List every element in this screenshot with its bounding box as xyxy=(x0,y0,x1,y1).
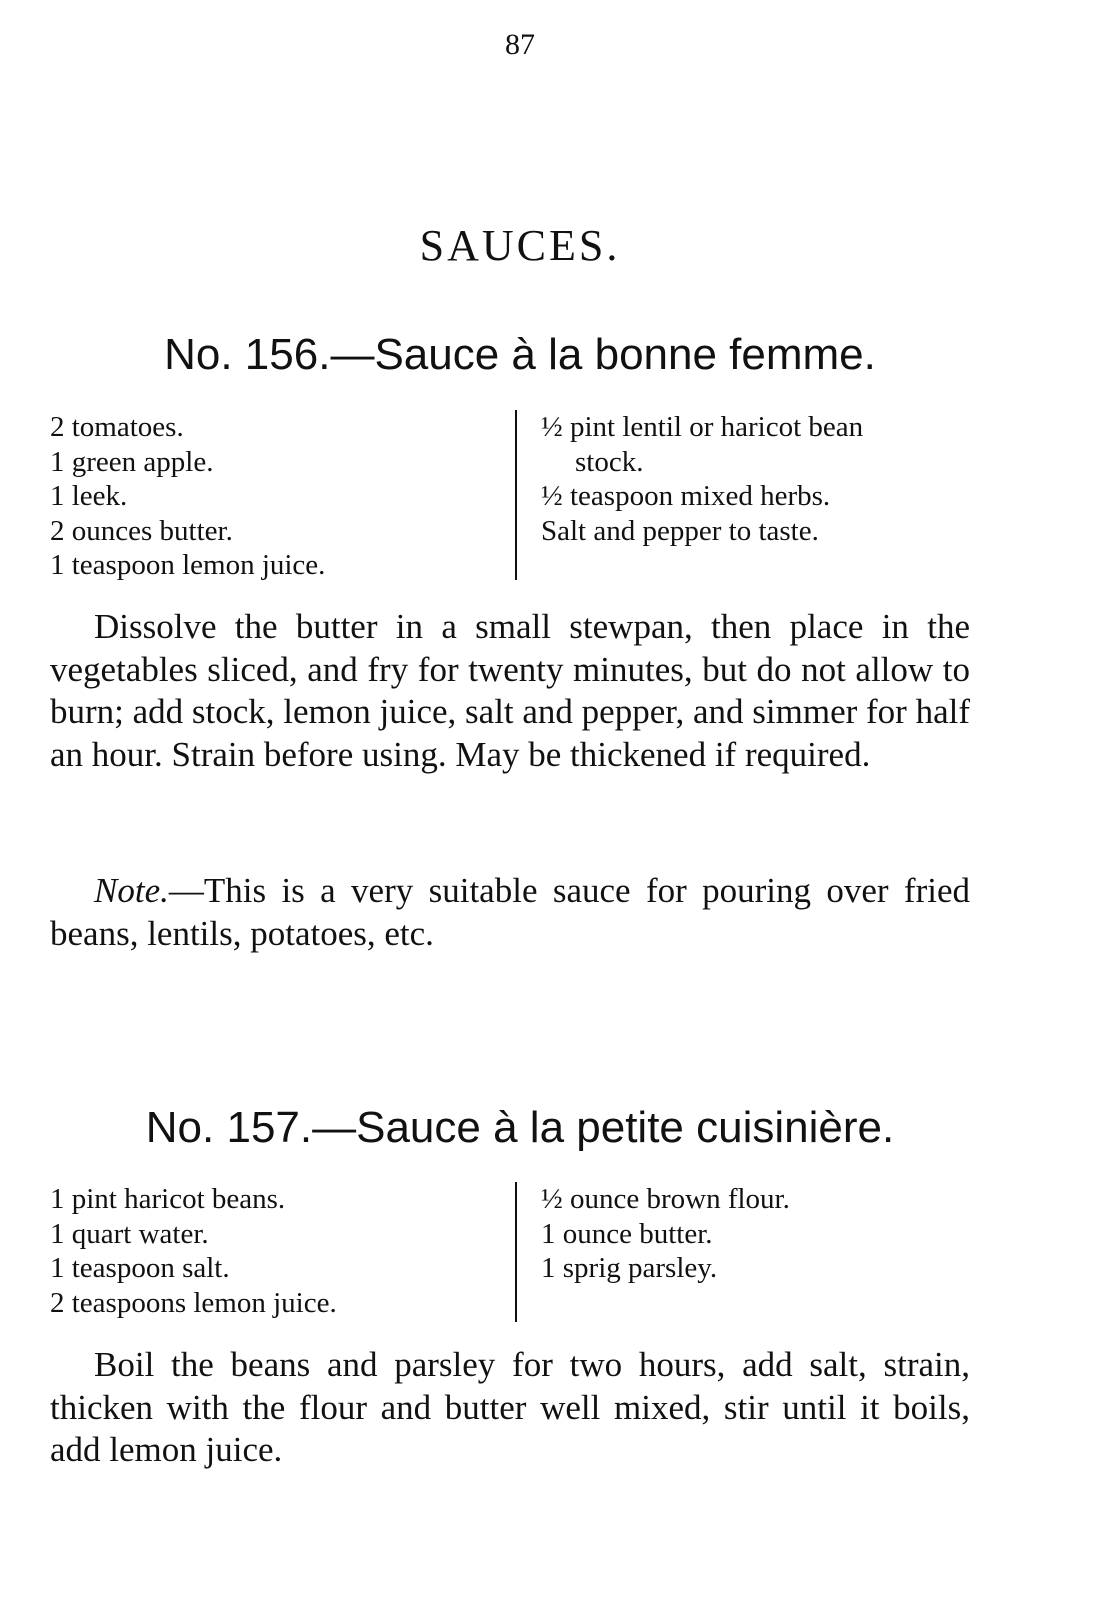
ingredient-item: ½ pint lentil or haricot bean xyxy=(541,411,864,443)
page-number: 87 xyxy=(505,28,535,61)
ingredients-right-column xyxy=(515,1182,990,1322)
ingredient-item: Salt and pepper to taste. xyxy=(541,514,819,547)
recipe-title-156: No. 156.—Sauce à la bonne femme. xyxy=(164,330,876,379)
note-label: Note. xyxy=(94,871,169,910)
ingredients-156 xyxy=(50,410,990,583)
note-paragraph-156 xyxy=(50,870,970,955)
ingredient-item: 1 teaspoon salt. xyxy=(50,1252,230,1284)
ingredient-item: 1 green apple. xyxy=(50,445,214,478)
method-paragraph-156: Dissolve the butter in a small stewpan, then place in the vegetables sliced, and fry for twenty minutes, but do not allow to burn; add stock, lemon juice, salt and pepper, and simmer for half an hour. Strain before using. May be thickened if required. xyxy=(50,607,970,774)
ingredient-item: 1 teaspoon lemon juice. xyxy=(50,549,326,581)
ingredient-item: ½ teaspoon mixed herbs. xyxy=(541,480,831,512)
ingredients-right-column xyxy=(515,410,990,580)
recipe-title-157: No. 157.—Sauce à la petite cuisinière. xyxy=(145,1103,895,1152)
ingredients-left-column xyxy=(50,1182,515,1322)
ingredient-item: 1 ounce butter. xyxy=(541,1217,713,1250)
ingredient-item: 2 teaspoons lemon juice. xyxy=(50,1286,337,1319)
method-paragraph-157: Boil the beans and parsley for two hours, add salt, strain, thicken with the flour and butter well mixed, stir until it boils, add lemon juice. xyxy=(50,1345,970,1469)
note-text: —This is a very suitable sauce for pouring over fried beans, lentils, potatoes, etc. xyxy=(50,871,970,953)
ingredient-item: 2 ounces butter. xyxy=(50,514,233,547)
ingredient-item: 1 leek. xyxy=(50,480,128,512)
section-title: SAUCES. xyxy=(419,221,621,270)
ingredients-157 xyxy=(50,1182,990,1322)
ingredient-item-continuation: stock. xyxy=(575,445,644,478)
ingredients-left-column xyxy=(50,410,515,583)
ingredient-item: 1 sprig parsley. xyxy=(541,1252,718,1284)
ingredient-item: 2 tomatoes. xyxy=(50,411,184,443)
ingredient-item: 1 pint haricot beans. xyxy=(50,1183,286,1215)
ingredient-item: ½ ounce brown flour. xyxy=(541,1183,790,1215)
ingredient-item: 1 quart water. xyxy=(50,1217,209,1250)
